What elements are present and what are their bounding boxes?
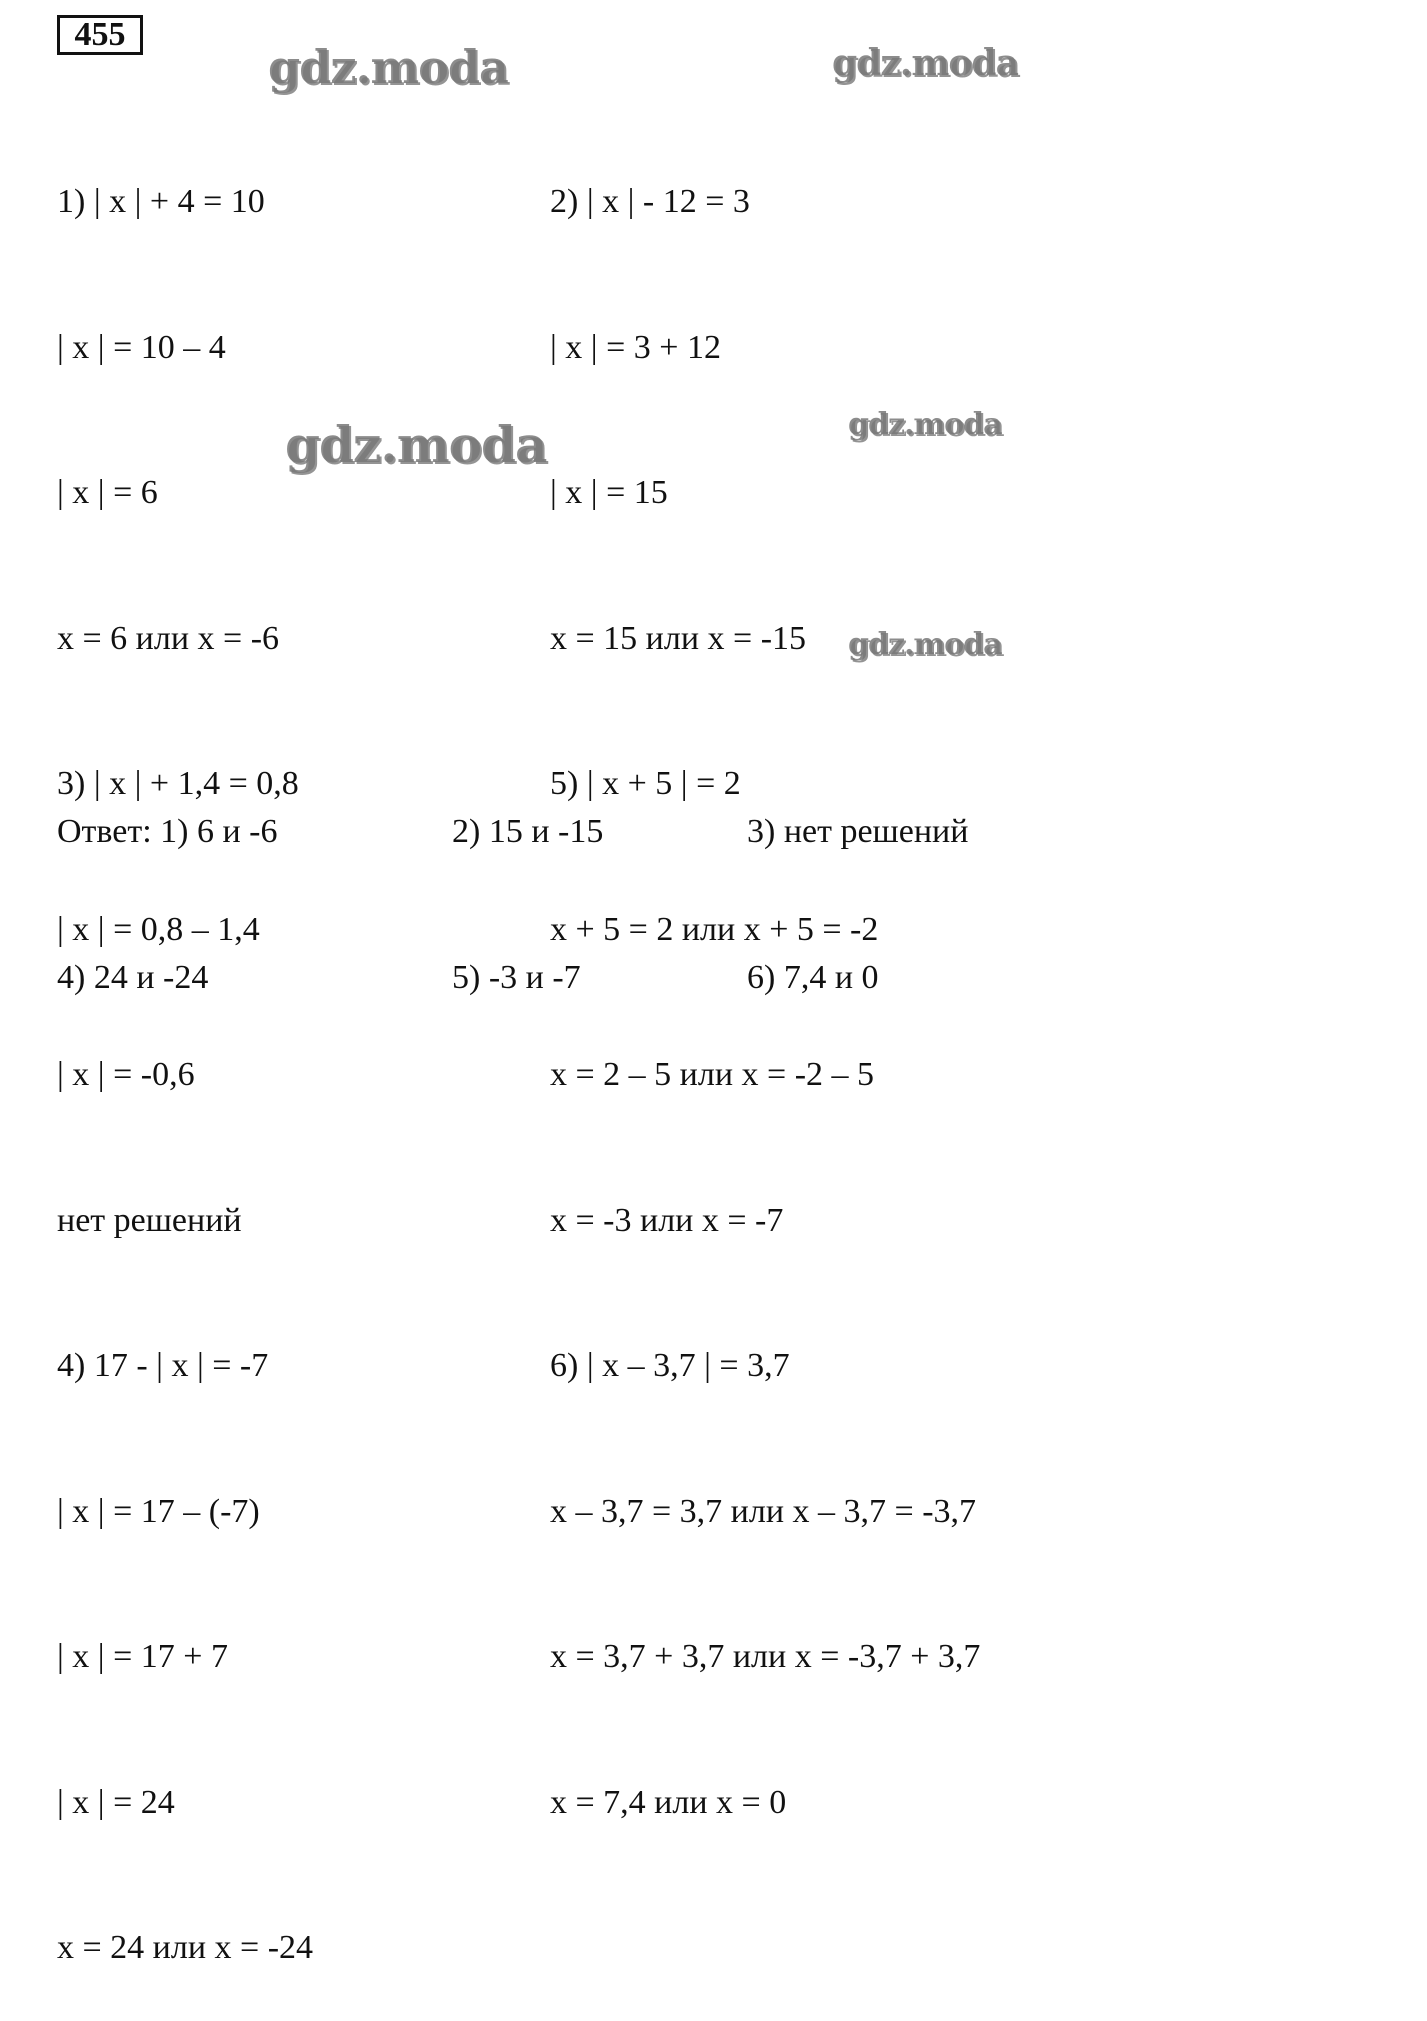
left-solution-column [57,81,313,2021]
answer-row [57,808,969,857]
solution-line: x + 5 = 2 или x + 5 = -2 [550,910,879,948]
answer-cell: Ответ: 1) 6 и -6 [57,813,278,850]
solution-line: | x | = -0,6 [57,1056,195,1093]
watermark: gdz.moda [268,40,508,94]
problem-number-box: 455 [57,15,143,55]
solution-line: 4) 17 - | x | = -7 [57,1347,269,1384]
answer-cell: 3) нет решений [747,813,969,850]
solution-line: | x | = 15 [550,474,668,511]
answer-row [57,954,879,1003]
solution-line: x – 3,7 = 3,7 или x – 3,7 = -3,7 [550,1492,977,1530]
solution-line: 1) | x | + 4 = 10 [57,183,265,220]
solution-line: нет решений [57,1201,242,1239]
solution-line: | x | = 17 – (-7) [57,1492,260,1530]
solution-line: | x | = 24 [57,1783,175,1821]
solution-line: 2) | x | - 12 = 3 [550,183,750,220]
solution-line: | x | = 17 + 7 [57,1638,228,1675]
solution-line: 5) | x + 5 | = 2 [550,765,741,802]
solution-line: x = 2 – 5 или x = -2 – 5 [550,1056,875,1093]
solution-line: x = -3 или x = -7 [550,1201,784,1239]
solution-line: 6) | x – 3,7 | = 3,7 [550,1347,790,1384]
solution-line: | x | = 10 – 4 [57,328,226,366]
watermark: gdz.moda [832,42,1018,84]
watermark: gdz.moda [285,415,547,474]
solution-line: x = 3,7 + 3,7 или x = -3,7 + 3,7 [550,1638,981,1675]
solution-line: x = 7,4 или x = 0 [550,1783,787,1821]
watermark: gdz.moda [848,627,1002,662]
solution-line: x = 6 или x = -6 [57,619,280,657]
answer-cell: 5) -3 и -7 [452,958,581,996]
answer-cell: 6) 7,4 и 0 [747,958,879,996]
solution-line: x = 15 или x = -15 [550,619,807,657]
solution-line: x = 24 или x = -24 [57,1929,314,1966]
solution-line: | x | = 3 + 12 [550,328,721,366]
watermark: gdz.moda [848,407,1002,442]
solution-line: 3) | x | + 1,4 = 0,8 [57,765,299,802]
answer-cell: 4) 24 и -24 [57,958,209,996]
solution-line: | x | = 6 [57,474,158,511]
answer-cell: 2) 15 и -15 [452,813,604,850]
solution-line: | x | = 0,8 – 1,4 [57,910,260,948]
